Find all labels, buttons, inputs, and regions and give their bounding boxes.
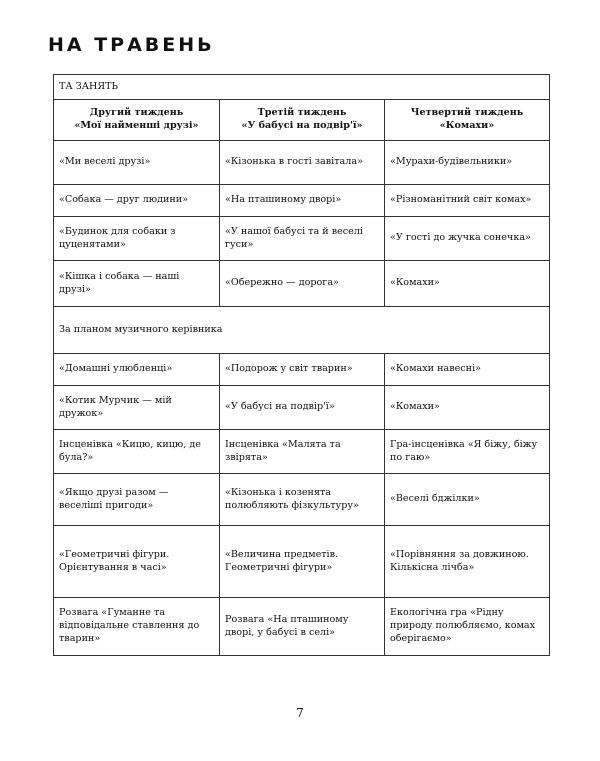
table-row — [54, 386, 550, 430]
table-cell: «У нашої бабусі та й веселі гуси» — [220, 217, 385, 261]
section-row-music — [54, 307, 550, 354]
table-cell: «Мурахи-будівельники» — [385, 141, 550, 185]
table-cell: «Порівняння за довжиною. Кількісна лічба» — [385, 526, 550, 598]
header-row — [54, 100, 550, 141]
page-number: 7 — [296, 706, 304, 720]
table-cell: «Комахи» — [385, 261, 550, 307]
table-row — [54, 217, 550, 261]
section-title-activities: ТА ЗАНЯТЬ — [54, 75, 550, 100]
column-header-week-3 — [220, 100, 385, 141]
table-cell: «Комахи» — [385, 386, 550, 430]
table-cell: «Комахи навесні» — [385, 354, 550, 386]
table-cell: «Подорож у світ тварин» — [220, 354, 385, 386]
table-cell: «Величина предметів. Геометричні фігури» — [220, 526, 385, 598]
column-header-week-2 — [54, 100, 220, 141]
table-cell: «Домашні улюбленці» — [54, 354, 220, 386]
table-cell: Гра-інсценівка «Я біжу, біжу по гаю» — [385, 430, 550, 474]
table-cell: «Веселі бджілки» — [385, 474, 550, 526]
table-cell: «Геометричні фігури. Орієнтування в часі» — [54, 526, 220, 598]
table-cell: «Кізонька і козенята полюбляють фізкультуру» — [220, 474, 385, 526]
table-cell: «У бабусі на подвір'ї» — [220, 386, 385, 430]
table-cell: «Ми веселі друзі» — [54, 141, 220, 185]
table-cell: «Собака — друг людини» — [54, 185, 220, 217]
table-cell: «Якщо друзі разом — веселіші пригоди» — [54, 474, 220, 526]
header-week-2-line2: «Мої найменші друзі» — [74, 120, 199, 131]
table-cell: «Кізонька в гості завітала» — [220, 141, 385, 185]
section-title-music: За планом музичного керівника — [54, 307, 550, 354]
table-cell: Розвага «На пташиному дворі, у бабусі в селі» — [220, 598, 385, 656]
table-row — [54, 141, 550, 185]
table-cell: «Будинок для собаки з цуценятами» — [54, 217, 220, 261]
header-week-3-line1: Третій тиждень — [257, 107, 347, 119]
table-cell: «Кішка і собака — наші друзі» — [54, 261, 220, 307]
header-week-2-line1: Другий тиждень — [89, 107, 184, 119]
header-week-4-line2: «Комахи» — [439, 120, 495, 131]
table-cell: Інсценівка «Малята та звірята» — [220, 430, 385, 474]
table-row — [54, 354, 550, 386]
table-row — [54, 526, 550, 598]
table-row — [54, 598, 550, 656]
table-row — [54, 261, 550, 307]
column-header-week-4 — [385, 100, 550, 141]
weekly-plan-table — [53, 74, 550, 656]
table-cell: «Котик Мурчик — мій дружок» — [54, 386, 220, 430]
table-cell: Розвага «Гуманне та відповідальне ставлення до тварин» — [54, 598, 220, 656]
table-cell: «У гості до жучка сонечка» — [385, 217, 550, 261]
table-row — [54, 185, 550, 217]
page-title: НА ТРАВЕНЬ — [48, 34, 215, 56]
table-row — [54, 474, 550, 526]
section-row-activities — [54, 75, 550, 100]
table-cell: «Різноманітний світ комах» — [385, 185, 550, 217]
header-week-3-line2: «У бабусі на подвір'ї» — [241, 120, 363, 131]
table-cell: Інсценівка «Кицю, кицю, де була?» — [54, 430, 220, 474]
table-cell: «На пташиному дворі» — [220, 185, 385, 217]
table-cell: «Обережно — дорога» — [220, 261, 385, 307]
table-row — [54, 430, 550, 474]
header-week-4-line1: Четвертий тиждень — [410, 107, 524, 119]
table-cell: Екологічна гра «Рідну природу полюбляємо, комах оберігаємо» — [385, 598, 550, 656]
